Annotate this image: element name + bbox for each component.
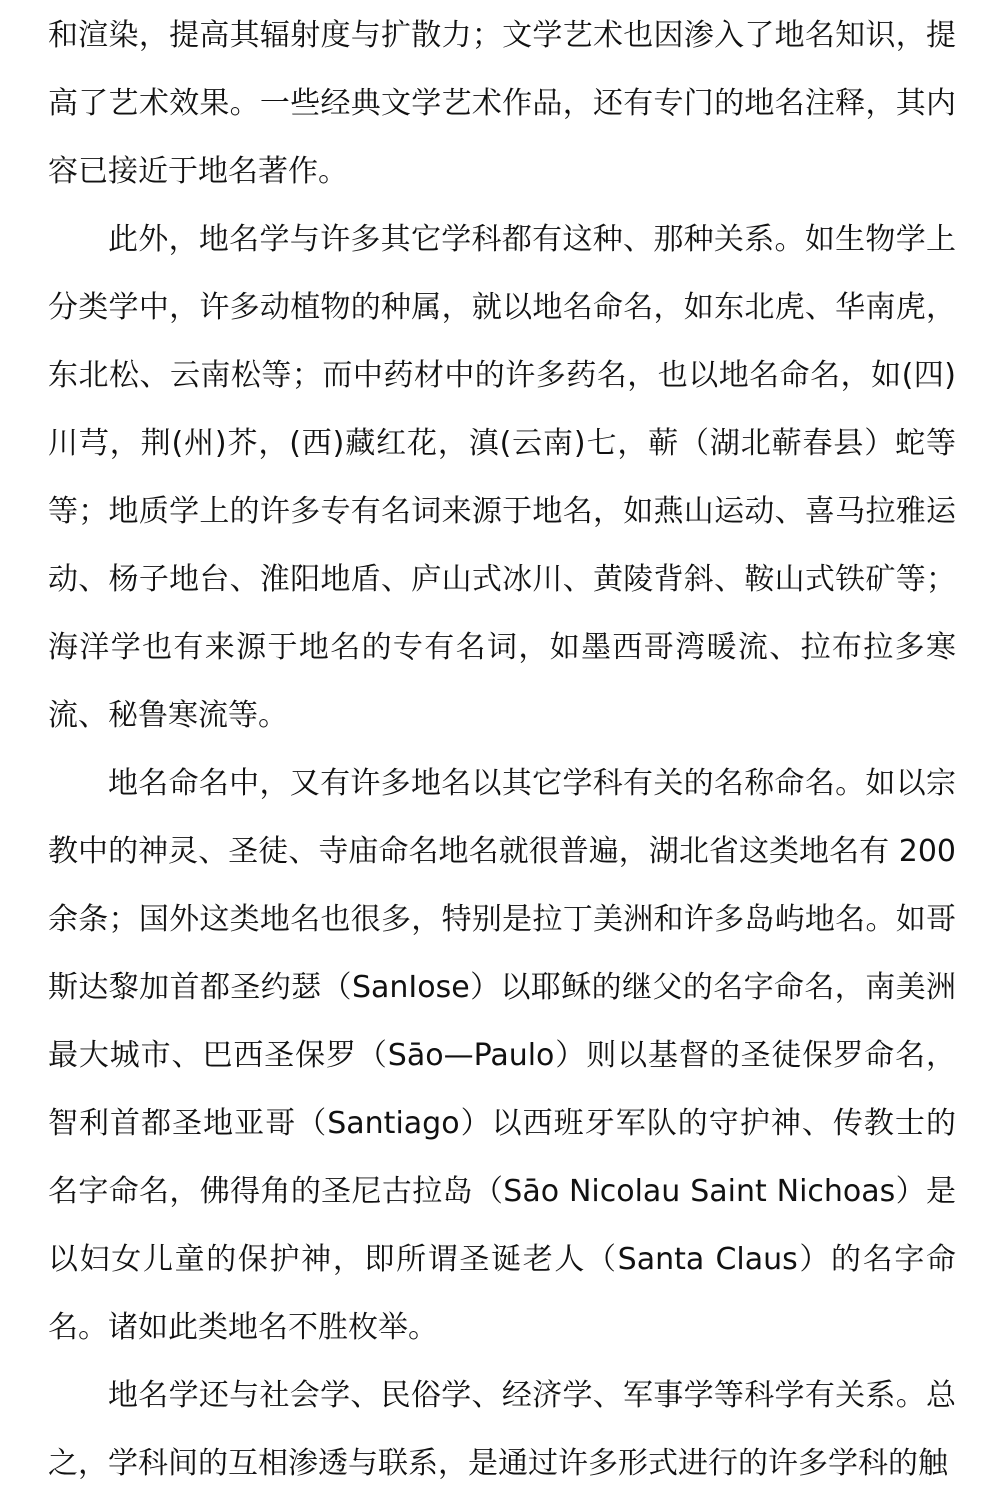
paragraph-continuation: 和渲染，提高其辐射度与扩散力；文学艺术也因渗入了地名知识，提高了艺术效果。一些经典文学艺术作品，还有专门的地名注释，其内容已接近于地名著作。 xyxy=(48,18,956,189)
paragraph-social-sciences: 地名学还与社会学、民俗学、经济学、军事学等科学有关系。总之，学科间的互相渗透与联系，是通过许多形式进行的许多学科的触 xyxy=(48,1378,956,1481)
paragraph-other-disciplines: 此外，地名学与许多其它学科都有这种、那种关系。如生物学上分类学中，许多动植物的种属，就以地名命名，如东北虎、华南虎，东北松、云南松等；而中药材中的许多药名，也以地名命名，如(四)川芎，荆(州)芥，(西)藏红花，滇(云南)七，蕲（湖北蕲春县）蛇等等；地质学上的许多专有名词来源于地名，如燕山运动、喜马拉雅运动、杨子地台、淮阳地盾、庐山式冰川、黄陵背斜、鞍山式铁矿等；海洋学也有来源于地名的专有名词，如墨西哥湾暖流、拉布拉多寒流、秘鲁寒流等。 xyxy=(48,222,956,733)
paragraph-place-naming: 地名命名中，又有许多地名以其它学科有关的名称命名。如以宗教中的神灵、圣徒、寺庙命名地名就很普遍，湖北省这类地名有 200 余条；国外这类地名也很多，特别是拉丁美洲和许多岛屿地名。如哥斯达黎加首都圣约瑟（SanIose）以耶稣的继父的名字命名，南美洲最大城市、巴西圣保罗（Sāo—Paulo）则以基督的圣徒保罗命名，智利首都圣地亚哥（Santiago）以西班牙军队的守护神、传教士的名字命名，佛得角的圣尼古拉岛（Sāo Nicolau Saint Nichoas）是以妇女儿童的保护神，即所谓圣诞老人（Santa Claus）的名字命名。诸如此类地名不胜枚举。 xyxy=(48,766,956,1345)
